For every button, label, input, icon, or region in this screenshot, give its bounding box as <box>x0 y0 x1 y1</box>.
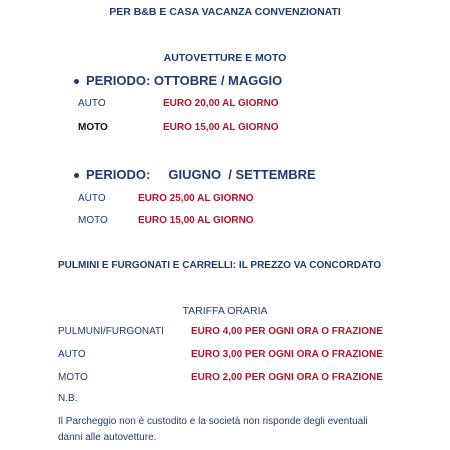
tariffa-row-price: EURO 3,00 PER OGNI ORA O FRAZIONE <box>191 349 383 360</box>
bullet-icon <box>74 173 79 178</box>
disclaimer-line-2: danni alle autovetture. <box>58 432 157 443</box>
period2-row-vehicle: AUTO <box>78 193 106 204</box>
period1-row-vehicle: AUTO <box>78 98 106 109</box>
pulmini-note: PULMINI E FURGONATI E CARRELLI: IL PREZZO VA CONCORDATO <box>58 260 382 271</box>
header-title: PER B&B E CASA VACANZA CONVENZIONATI <box>109 6 341 18</box>
tariffa-row-price: EURO 2,00 PER OGNI ORA O FRAZIONE <box>191 372 383 383</box>
tariffa-row-vehicle: AUTO <box>58 349 86 360</box>
tariffa-row-price: EURO 4,00 PER OGNI ORA O FRAZIONE <box>191 326 383 337</box>
bullet-icon <box>74 79 79 84</box>
period1-row-price: EURO 15,00 AL GIORNO <box>163 122 279 133</box>
period2-row-price: EURO 25,00 AL GIORNO <box>138 193 254 204</box>
tariffa-row-vehicle: MOTO <box>58 372 88 383</box>
section1-title: AUTOVETTURE E MOTO <box>163 52 287 64</box>
tariffa-title: TARIFFA ORARIA <box>182 305 268 317</box>
period2-label: PERIODO: GIUGNO / SETTEMBRE <box>86 167 316 182</box>
period1-row-price: EURO 20,00 AL GIORNO <box>163 98 279 109</box>
tariffa-row-vehicle: PULMUNI/FURGONATI <box>58 326 164 337</box>
period2-row-vehicle: MOTO <box>78 215 108 226</box>
period1-label: PERIODO: OTTOBRE / MAGGIO <box>86 73 283 88</box>
nb-label: N.B. <box>58 393 78 404</box>
period1-row-vehicle: MOTO <box>78 122 108 133</box>
period2-row-price: EURO 15,00 AL GIORNO <box>138 215 254 226</box>
disclaimer-line-1: Il Parcheggio non è custodito e la società non risponde degli eventuali <box>58 416 368 427</box>
